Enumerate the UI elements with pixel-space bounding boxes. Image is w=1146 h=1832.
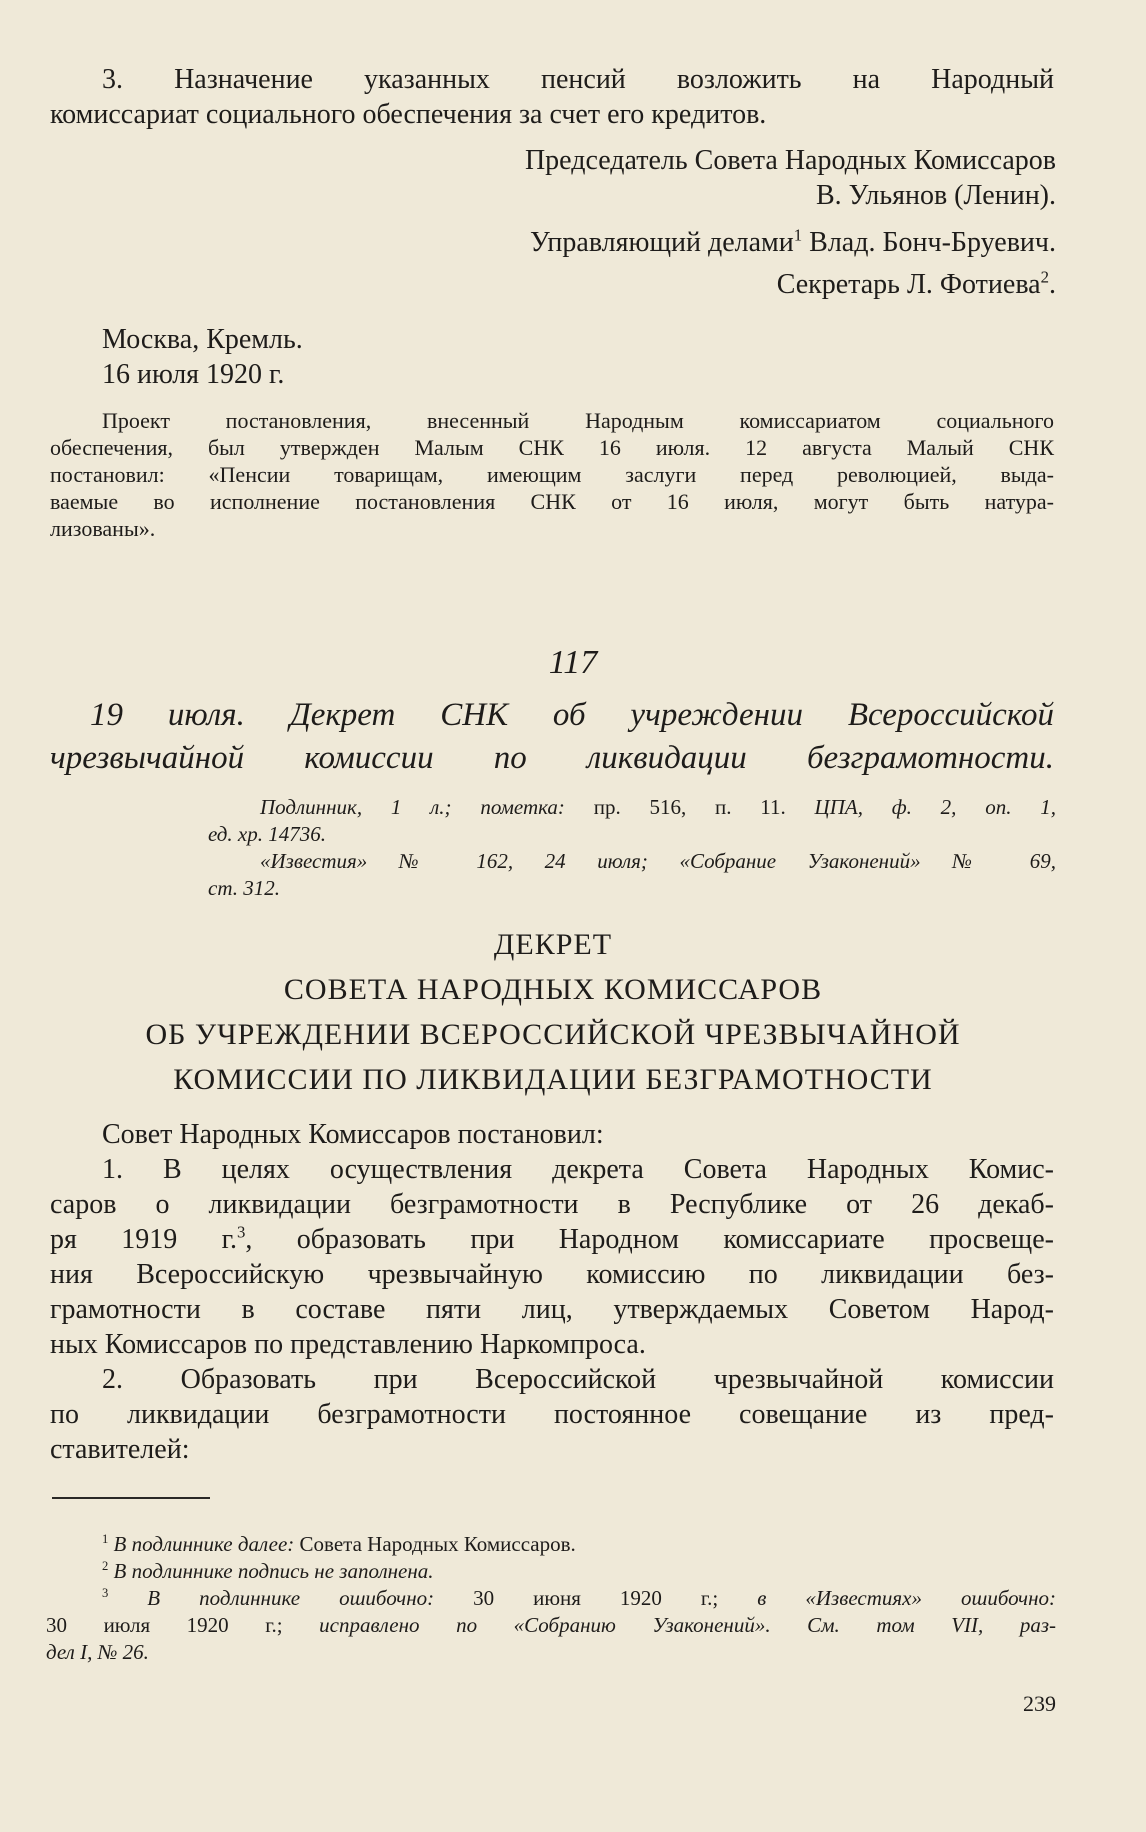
heading-line: СОВЕТА НАРОДНЫХ КОМИССАРОВ	[283, 973, 823, 1006]
document-title	[50, 694, 1054, 780]
paragraph-line: саров о ликвидации безграмотности в Республике от 26 декаб-	[50, 1189, 1054, 1220]
source-line: «Известия» № 162, 24 июля; «Собрание Узаконений» № 69,	[260, 849, 1056, 873]
source-original: Подлинник, 1 л.; пометка:	[260, 795, 565, 819]
signature-line: Председатель Совета Народных Комиссаров	[524, 145, 1056, 176]
editorial-commentary	[50, 407, 1054, 542]
commentary-line: постановил: «Пенсии товарищам, имеющим заслуги перед революцией, выда-	[50, 462, 1054, 487]
footnote-label: В подлиннике далее:	[113, 1532, 295, 1556]
source-mark: пр. 516, п. 11.	[593, 795, 786, 819]
date: 16 июля 1920 г.	[102, 359, 285, 390]
footnote-label: В подлиннике ошибочно:	[147, 1586, 435, 1610]
footnote-text: В подлиннике подпись не заполнена.	[113, 1559, 434, 1583]
source-archive: ЦПА, ф. 2, оп. 1,	[814, 795, 1056, 819]
page-number: 239	[1023, 1691, 1056, 1716]
footnote-3-cont: дел I, № 26.	[46, 1640, 149, 1664]
footnote-1	[46, 1531, 1056, 1558]
paragraph-3	[50, 62, 1054, 132]
footnote-text: 30 июля 1920 г.;	[46, 1613, 283, 1637]
title-line: чрезвычайной комиссии по ликвидации безграмотности.	[50, 740, 1054, 776]
commentary-line: обеспечения, был утвержден Малым СНК 16 июля. 12 августа Малый СНК	[50, 435, 1054, 460]
title-line: 19 июля. Декрет СНК об учреждении Всероссийской	[90, 697, 1054, 733]
footnote-divider	[52, 1497, 210, 1499]
place: Москва, Кремль.	[102, 324, 303, 355]
source-line: ст. 312.	[208, 876, 280, 900]
paragraph-line: ных Комиссаров по представлению Наркомпроса.	[50, 1329, 646, 1360]
decree-body	[50, 1117, 1054, 1467]
footnote-3	[46, 1585, 1056, 1612]
source-references	[208, 794, 1056, 902]
footnote-label: в «Известиях» ошибочно:	[757, 1586, 1056, 1610]
footnote-mark: 3	[102, 1586, 109, 1600]
paragraph-line: грамотности в составе пяти лиц, утверждаемых Советом Народ-	[50, 1294, 1054, 1325]
footnote-ref: 3	[237, 1222, 246, 1242]
intro-line: Совет Народных Комиссаров постановил:	[102, 1119, 604, 1150]
heading-line: ОБ УЧРЕЖДЕНИИ ВСЕРОССИЙСКОЙ ЧРЕЗВЫЧАЙНОЙ	[145, 1018, 961, 1051]
footnote-3-cont	[46, 1612, 1056, 1639]
paragraph-line: 2. Образовать при Всероссийской чрезвычайной комиссии	[102, 1364, 1054, 1395]
paragraph-line: ря 1919 г.$^3$, образовать при Народном комиссариате просвеще-	[50, 1222, 1054, 1255]
paragraph-line: ния Всероссийскую чрезвычайную комиссию по ликвидации без-	[50, 1259, 1054, 1290]
signature-chairman	[300, 143, 1056, 213]
place-date	[102, 322, 502, 392]
signature-manager	[300, 225, 1056, 260]
signature-title: Управляющий делами	[530, 227, 794, 258]
paragraph-line: по ликвидации безграмотности постоянное совещание из пред-	[50, 1399, 1054, 1430]
heading-line: ДЕКРЕТ	[493, 928, 613, 961]
paragraph-line: ставителей:	[50, 1434, 190, 1465]
footnote-ref: 1	[793, 225, 803, 245]
footnote-ref: 2	[1040, 267, 1049, 287]
footnote-mark: 1	[102, 1532, 109, 1546]
footnote-label: исправлено по «Собранию Узаконений». См. том VII, раз-	[319, 1613, 1057, 1637]
signature-name: Секретарь Л. Фотиева	[776, 269, 1041, 300]
heading-line: КОМИССИИ ПО ЛИКВИДАЦИИ БЕЗГРАМОТНОСТИ	[173, 1063, 933, 1096]
footnote-mark: 2	[102, 1559, 109, 1573]
paragraph-line: комиссариат социального обеспечения за счет его кредитов.	[50, 99, 767, 130]
document-number: 117	[548, 644, 598, 681]
footnote-text: Совета Народных Комиссаров.	[299, 1532, 576, 1556]
commentary-line: лизованы».	[50, 516, 156, 541]
commentary-line: Проект постановления, внесенный Народным комиссариатом социального	[102, 408, 1054, 433]
footnote-text: 30 июня 1920 г.;	[473, 1586, 719, 1610]
source-line: ед. хр. 14736.	[208, 822, 326, 846]
commentary-line: ваемые во исполнение постановления СНК от 16 июля, могут быть натура-	[50, 489, 1054, 514]
paragraph-line: 3. Назначение указанных пенсий возложить на Народный	[102, 64, 1054, 95]
decree-heading	[40, 922, 1066, 1102]
source-line	[208, 794, 1056, 821]
signature-line: В. Ульянов (Ленин).	[816, 180, 1056, 211]
paragraph-line: 1. В целях осуществления декрета Совета Народных Комис-	[102, 1154, 1054, 1185]
signature-name: Влад. Бонч-Бруевич.	[809, 227, 1056, 258]
signature-secretary: Секретарь Л. Фотиева$^2$.	[776, 267, 1056, 300]
footnotes	[46, 1531, 1056, 1666]
footnote-2	[46, 1558, 1056, 1585]
